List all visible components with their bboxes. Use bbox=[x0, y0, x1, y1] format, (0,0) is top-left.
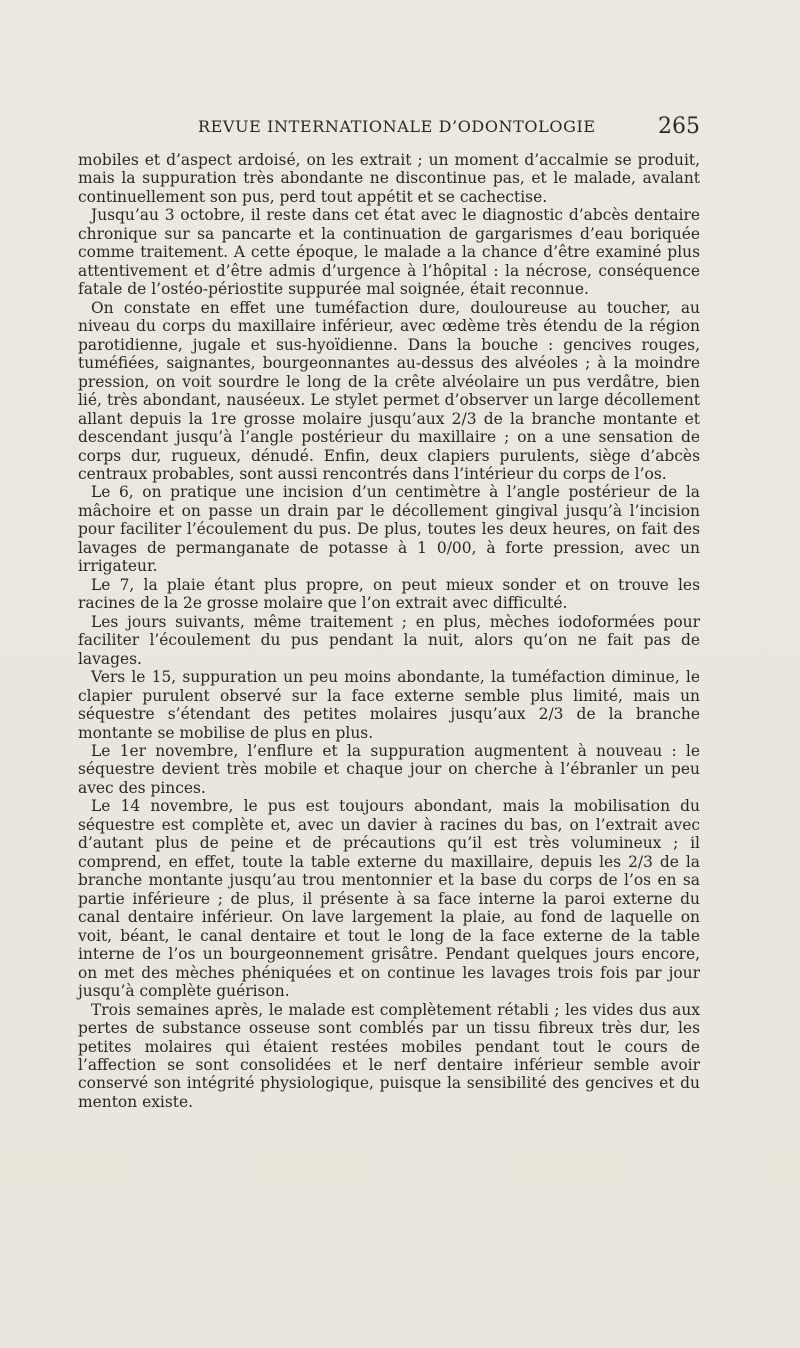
paragraph: Le 6, on pratique une incision d’un centimètre à l’angle postérieur de la mâchoire et on passe un drain par le décollement gingival jusqu’à l’incision pour faciliter l’écoulement du pus. De plus, toutes les deux heures, on fait des lavages de permanganate de potasse à 1 0/00, à forte pression, avec un irrigateur. bbox=[78, 483, 700, 576]
paragraph: Les jours suivants, même traitement ; en plus, mèches iodoformées pour faciliter l’écoulement du pus pendant la nuit, alors qu’on ne fait pas de lavages. bbox=[78, 612, 700, 668]
page-number: 265 bbox=[658, 114, 700, 139]
paragraph: Vers le 15, suppuration un peu moins abondante, la tuméfaction diminue, le clapier purulent observé sur la face externe semble plus limité, mais un séquestre s’étendant des petites molaires jusqu’aux 2/3 de la branche montante se mobilise de plus en plus. bbox=[78, 668, 700, 742]
paragraph: Le 7, la plaie étant plus propre, on peut mieux sonder et on trouve les racines de la 2e grosse molaire que l’on extrait avec difficulté. bbox=[78, 575, 700, 613]
paragraph: Le 1er novembre, l’enflure et la suppuration augmentent à nouveau : le séquestre devient très mobile et chaque jour on cherche à l’ébranler un peu avec des pinces. bbox=[78, 742, 700, 797]
paragraph: On constate en effet une tuméfaction dure, douloureuse au toucher, au niveau du corps du maxillaire inférieur, avec œdème très étendu de la région parotidienne, jugale et sus-hyoïdienne. Dans la bouche : gencives rouges, tuméfiées, saignantes, bourgeonnantes au-dessus des alvéoles ; à la moindre pression, on voit sourdre le long de la crête alvéolaire un pus verdâtre, bien lié, très abondant, nauséeux. Le stylet permet d’observer un large décollement allant depuis la 1re grosse molaire jusqu’aux 2/3 de la branche montante et descendant jusqu’à l’angle postérieur du maxillaire ; on a une sensation de corps dur, rugueux, dénudé. Enfin, deux clapiers purulents, siège d’abcès centraux probables, sont aussi rencontrés dans l’intérieur du corps de l’os. bbox=[78, 298, 700, 483]
paragraph: Trois semaines après, le malade est complètement rétabli ; les vides dus aux pertes de substance osseuse sont comblés par un tissu fibreux très dur, les petites molaires qui étaient restées mobiles pendant tout le cours de l’affection se sont consolidées et le nerf dentaire inférieur semble avoir conservé son intégrité physiologique, puisque la sensibilité des gencives et du menton existe. bbox=[78, 1000, 700, 1111]
running-header bbox=[78, 114, 700, 139]
journal-title: REVUE INTERNATIONALE D’ODONTOLOGIE bbox=[198, 117, 596, 136]
paragraph: mobiles et d’aspect ardoisé, on les extrait ; un moment d’accalmie se produit, mais la suppuration très abondante ne discontinue pas, et le malade, avalant continuellement son pus, perd tout appétit et se cachectise. bbox=[78, 151, 700, 206]
paragraph: Le 14 novembre, le pus est toujours abondant, mais la mobilisation du séquestre est complète et, avec un davier à racines du bas, on l’extrait avec d’autant plus de peine et de précautions qu’il est très volumineux ; il comprend, en effet, toute la table externe du maxillaire, depuis les 2/3 de la branche montante jusqu’au trou mentonnier et la base du corps de l’os en sa partie inférieure ; de plus, il présente à sa face interne la paroi externe du canal dentaire inférieur. On lave largement la plaie, au fond de laquelle on voit, béant, le canal dentaire et tout le long de la face externe de la table interne de l’os un bourgeonnement grisâtre. Pendant quelques jours encore, on met des mèches phéniquées et on continue les lavages trois fois par jour jusqu’à complète guérison. bbox=[78, 797, 700, 1001]
paragraph: Jusqu’au 3 octobre, il reste dans cet état avec le diagnostic d’abcès dentaire chronique sur sa pancarte et la continuation de gargarismes d’eau boriquée comme traitement. A cette époque, le malade a la chance d’être examiné plus attentivement et d’être admis d’urgence à l’hôpital : la nécrose, conséquence fatale de l’ostéo-périostite suppurée mal soignée, était reconnue. bbox=[78, 206, 700, 299]
article-body bbox=[78, 151, 700, 1111]
